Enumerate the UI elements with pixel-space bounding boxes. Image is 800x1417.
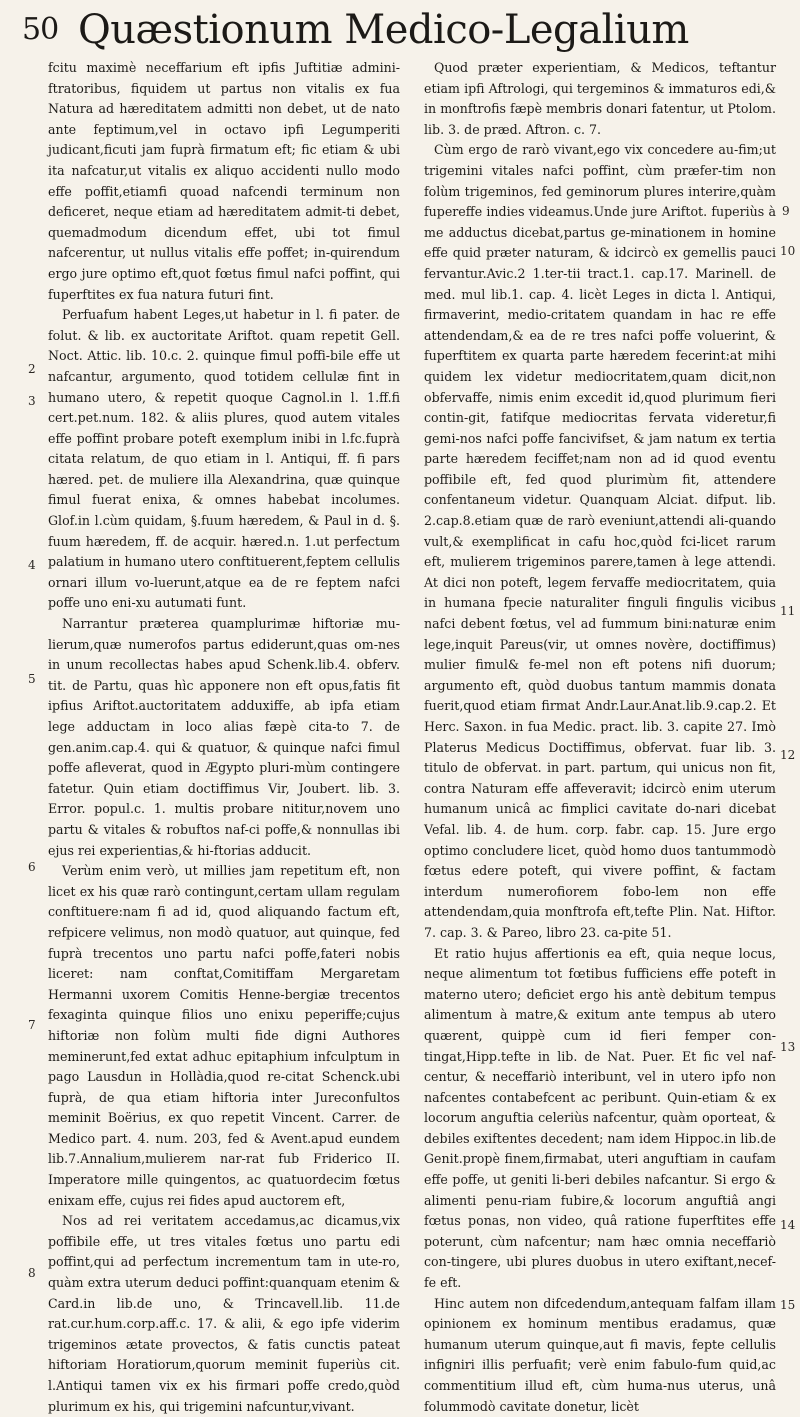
margin-number-right: 12: [780, 748, 796, 762]
right-paragraph-2: Cùm ergo de rarò vivant,ego vix concedere au-fim;ut trigemini vitales nafci poffint, cùm præfer-tim non folùm trigeminos, fed geminorum plures interire,quàm fupereffe indies videamus.Unde jure Ariftot. fuperiùs à me adductus dicebat,partus ge-minationem in homine effe quid præter naturam, & idcircò ex gemellis pauci fervantur.Avic.2 1.ter-tii tract.1. cap.17. Marinell. de med. mul lib.1. cap. 4. licèt Leges in dicta l. Antiqui, firmaverint, medio-critatem quandam in hac re effe attendendam,& ea de re tres nafci poffe voluerint, & fuperftitem ex quarta parte hæredem fecerint:at mihi quidem lex videtur mediocritatem,quam dicit,non obfervaffe, nimis enim excedit id,quod plurimum fieri contin-git, fatifque mediocritas fervata videretur,fi gemi-nos nafci poffe fancivifset, & jam natum ex tertia parte hæredem feciffet;nam non ad id quod eventu poffibile eft, fed quod plurimùm fit, attendere confentaneum videtur. Quanquam Alciat. difput. lib. 2.cap.8.etiam quæ de rarò eveniunt,attendi ali-quando vult,& exemplificat in cafu hoc,quòd fci-licet rarum eft, mulierem trigeminos parere,tamen à lege attendi. At dici non poteft, legem fervaffe mediocritatem, quia in humana fpecie naturaliter finguli fingulis vicibus nafci debent fœtus, vel ad fummum bini:naturæ enim lege,inquit Pareus(vir, ut omnes novère, doctiffimus) mulier fimul& fe-mel non eft potens nifi duorum; argumento eft, quòd duobus tantum mammis donata fuerit,quod etiam firmat Andr.Laur.Anat.lib.9.cap.2. Et Herc. Saxon. in fua Medic. pract. lib. 3. capite 27. Imò Platerus Medicus Doctiffimus, obfervat. fuar lib. 3. titulo de obfervat. in part. partum, qui unicus non fit, contra Naturam effe affeveravit; idcircò enim uterum humanum unicâ ac fimplici cavitate do-nari dicebat Vefal. lib. 4. de hum. corp. fabr. cap. 15. Jure ergo optimo concludere licet, quòd homo duos tantummodò fœtus edere poteft, qui vivere poffint, & factam interdum numerofiorem fobo-lem non effe attendendam,quia monftrofa eft,tefte Plin. Nat. Hiftor. 7. cap. 3. & Pareo, libro 23. ca-pite 51.: [424, 142, 776, 940]
margin-number-right: 10: [780, 244, 796, 258]
margin-number-right: 11: [780, 604, 796, 618]
right-column: [424, 58, 776, 1414]
left-paragraph-2: Perfuafum habent Leges,ut habetur in l. fi pater. de folut. & lib. ex auctoritate Ariftot. quam repetit Gell. Noct. Attic. lib. 10.c. 2. quinque fimul poffi-bile effe ut nafcantur, argumento, quod totidem cellulæ fint in humano utero, & repetit quoque Cagnol.in l. 1.ff.fi cert.pet.num. 182. & aliis plures, quod autem vitales effe poffint probare poteft exemplum inibi in l.fc.fuprà citata relatum, de quo etiam in l. Antiqui, ff. fi pars hæred. pet. de muliere illa Alexandrina, quæ quinque fimul fuerat enixa, & omnes habebat incolumes. Glof.in l.cùm quidam, §.fuum hæredem, & Paul in d. §. fuum hæredem, ff. de acquir. hæred.n. 1.ut perfectum palatium in humano utero conftituerent,feptem cellulis ornari illum vo-luerunt,atque ea de re feptem nafci poffe uno eni-xu autumati funt.: [48, 307, 400, 611]
margin-number-left: 2: [28, 362, 36, 376]
page-header: [0, 4, 800, 56]
right-paragraph-3: Et ratio hujus affertionis ea eft, quia neque locus, neque alimentum tot fœtibus fufficiens effe poteft in materno utero; deficiet ergo his antè debitum tempus alimentum à matre,& exitum ante tempus ab utero quærent, quippè cum id fieri femper con-tingat,Hipp.tefte in lib. de Nat. Puer. Et fic vel naf-centur, & neceffariò interibunt, vel in utero ipfo non nafcentes contabefcent ac peribunt. Quin-etiam & ex locorum anguftia celeriùs nafcentur, quàm oporteat, & debiles exiftentes decedent; nam idem Hippoc.in lib.de Genit.propè finem,firmabat, uteri anguftiam in caufam effe poffe, ut geniti li-beri debiles nafcantur. Si ergo & alimenti penu-riam fubire,& locorum anguftiâ angi fœtus ponas, non video, quâ ratione fuperftites effe poterunt, cùm nafcentur; nam hæc omnia neceffariò con-tingere, ubi plures duobus in utero exiftant,necef-fe eft.: [424, 945, 776, 1291]
margin-number-left: 8: [28, 1266, 36, 1280]
margin-number-left: 3: [28, 394, 36, 408]
margin-number-right: 13: [780, 1040, 796, 1054]
right-paragraph-4: Hinc autem non difcedendum,antequam falfam illam opinionem ex hominum mentibus eradamus, quæ humanum uterum quinque,aut fi mavis, fepte cellulis infigniri illis perfuafit; verè enim fabulo-fum quid,ac commentitium illud eft, cùm huma-nus uterus, unâ folummodò cavitate donetur, licèt: [424, 1295, 776, 1414]
left-paragraph-1: fcitu maximè neceffarium eft ipfis Juftitiæ admini-ftratoribus, fiquidem ut partus non vitalis ex fua Natura ad hæreditatem admitti non debet, ut de nato ante feptimum,vel in octavo ipfi Legumperiti judicant,ficuti jam fuprà firmatum eft; fic etiam & ubi ita nafcatur,ut vitalis ex aliquo accidenti nullo modo effe poffit,etiamfi quoad nafcendi terminum non deficeret, neque etiam ad hæreditatem admit-ti debet, quemadmodum dicendum effet, ubi tot fimul nafcerentur, ut nullus vitalis effe poffet; in-quirendum ergo jure optimo eft,quot fœtus fimul nafci poffint, qui fuperftites ex fua natura futuri fint.: [48, 60, 400, 302]
left-paragraph-3: Narrantur præterea quamplurimæ hiftoriæ mu-lierum,quæ numerofos partus ediderunt,quas om-nes in unum recollectas habes apud Schenk.lib.4. obferv. tit. de Partu, quas hìc apponere non eft opus,fatis fit ipfius Ariftot.auctoritatem adduxiffe, ab ipfa etiam lege adductam in loco alias fæpè cita-to 7. de gen.anim.cap.4. qui & quatuor, & quinque nafci fimul poffe afleverat, quod in Ægypto pluri-mùm contingere fatetur. Quin etiam doctiffimus Vir, Joubert. lib. 3. Error. popul.c. 1. multis probare nititur,novem uno partu & vitales & robuftos naf-ci poffe,& nonnullas ibi ejus rei experientias,& hi-ftorias adducit.: [48, 616, 400, 858]
left-paragraph-4: Verùm enim verò, ut millies jam repetitum eft, non licet ex his quæ rarò contingunt,certam ullam regulam conftituere:nam fi ad id, quod aliquando factum eft, refpicere velimus, non modò quatuor, aut quinque, fed fuprà trecentos uno partu nafci poffe,fateri nobis liceret: nam conftat,Comitiffam Mergaretam Hermanni uxorem Comitis Henne-bergiæ trecentos fexaginta quinque filios uno enixu peperiffe;cujus hiftoriæ non folùm multi fide digni Authores meminerunt,fed extat adhuc epitaphium infculptum in pago Lausdun in Hollàdia,quod re-citat Schenck.ubi fuprà, de qua etiam hiftoria inter Jureconfultos meminit Boërius, ex quo repetit Vincent. Carrer. de Medico part. 4. num. 203, fed & Avent.apud eundem lib.7.Annalium,mulierem nar-rat fub Friderico II. Imperatore mille quingentos, ac quatuordecim fœtus enixam effe, cujus rei fides apud auctorem eft,: [48, 863, 400, 1208]
margin-number-left: 5: [28, 672, 36, 686]
margin-number-right: 14: [780, 1218, 796, 1232]
right-paragraph-1: Quod præter experientiam, & Medicos, teftantur etiam ipfi Aftrologi, qui tergeminos & immaturos edi,& in monftrofis fæpè membris donari fatentur, ut Ptolom. lib. 3. de præd. Aftron. c. 7.: [424, 60, 776, 137]
margin-number-right: 15: [780, 1298, 796, 1312]
margin-number-left: 4: [28, 558, 36, 572]
page-number: 50: [22, 12, 59, 47]
margin-number-right: 9: [782, 204, 790, 218]
left-column: [48, 58, 400, 1414]
left-paragraph-5: Nos ad rei veritatem accedamus,ac dicamus,vix poffibile effe, ut tres vitales fœtus uno partu edi poffint,qui ad perfectum incrementum tam in ute-ro, quàm extra uterum deduci poffint:quanquam etenim & Card.in lib.de uno, & Trincavell.lib. 11.de rat.cur.hum.corp.aff.c. 17. & alii, & ego ipfe viderim trigeminos ætate provectos, & fatis cunctis pateat hiftoriam Horatiorum,quorum meminit fuperiùs cit. l.Antiqui tamen vix ex his firmari poffe credo,quòd plurimum ex his, qui trigemini nafcuntur,vivant.: [48, 1213, 400, 1414]
margin-number-left: 6: [28, 860, 36, 874]
margin-number-left: 7: [28, 1018, 36, 1032]
running-title: Quæstionum Medico-Legalium: [78, 7, 689, 53]
